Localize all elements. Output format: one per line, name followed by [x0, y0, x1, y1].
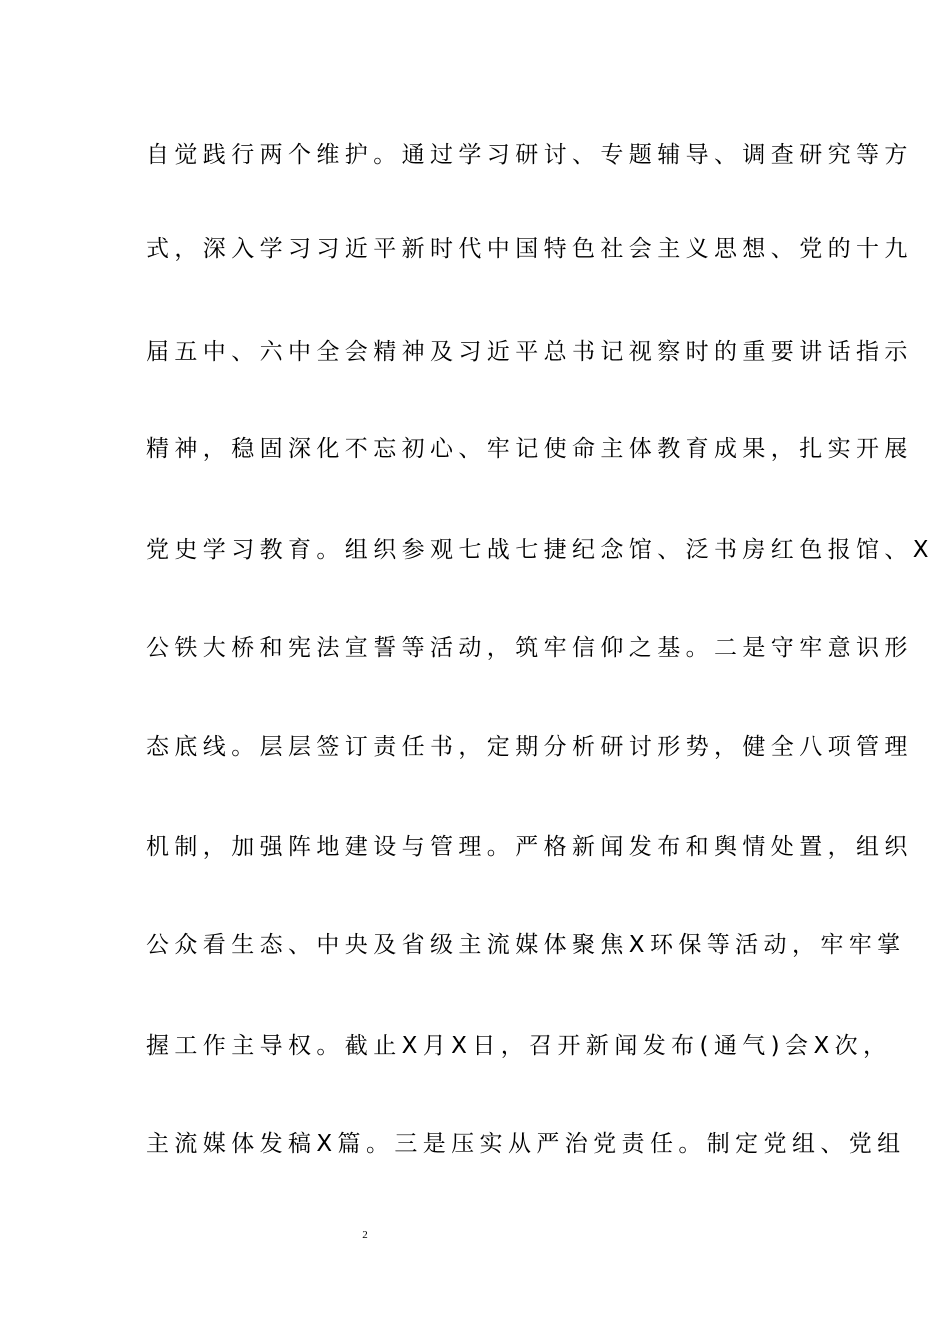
body-text-line: 届五中、六中全会精神及习近平总书记视察时的重要讲话指示 [146, 339, 913, 365]
body-text-line: 自觉践行两个维护。通过学习研讨、专题辅导、调查研究等方 [146, 142, 913, 168]
body-text-line: 式，深入学习习近平新时代中国特色社会主义思想、党的十九 [146, 236, 913, 262]
body-text-line: 主流媒体发稿X篇。三是压实从严治党责任。制定党组、党组 [146, 1131, 906, 1157]
body-text-line: 机制，加强阵地建设与管理。严格新闻发布和舆情处置，组织 [146, 834, 913, 860]
body-text-line: 公众看生态、中央及省级主流媒体聚焦X环保等活动，牢牢掌 [146, 932, 906, 958]
body-text-line: 公铁大桥和宪法宣誓等活动，筑牢信仰之基。二是守牢意识形 [146, 635, 913, 661]
page-number: 2 [362, 1229, 368, 1241]
body-text-line: 党史学习教育。组织参观七战七捷纪念馆、泛书房红色报馆、X [146, 537, 934, 563]
body-text-line: 态底线。层层签订责任书，定期分析研讨形势，健全八项管理 [146, 734, 913, 760]
body-text-line: 握工作主导权。截止X月X日，召开新闻发布(通气)会X次， [146, 1033, 892, 1059]
body-text-line: 精神，稳固深化不忘初心、牢记使命主体教育成果，扎实开展 [146, 436, 913, 462]
